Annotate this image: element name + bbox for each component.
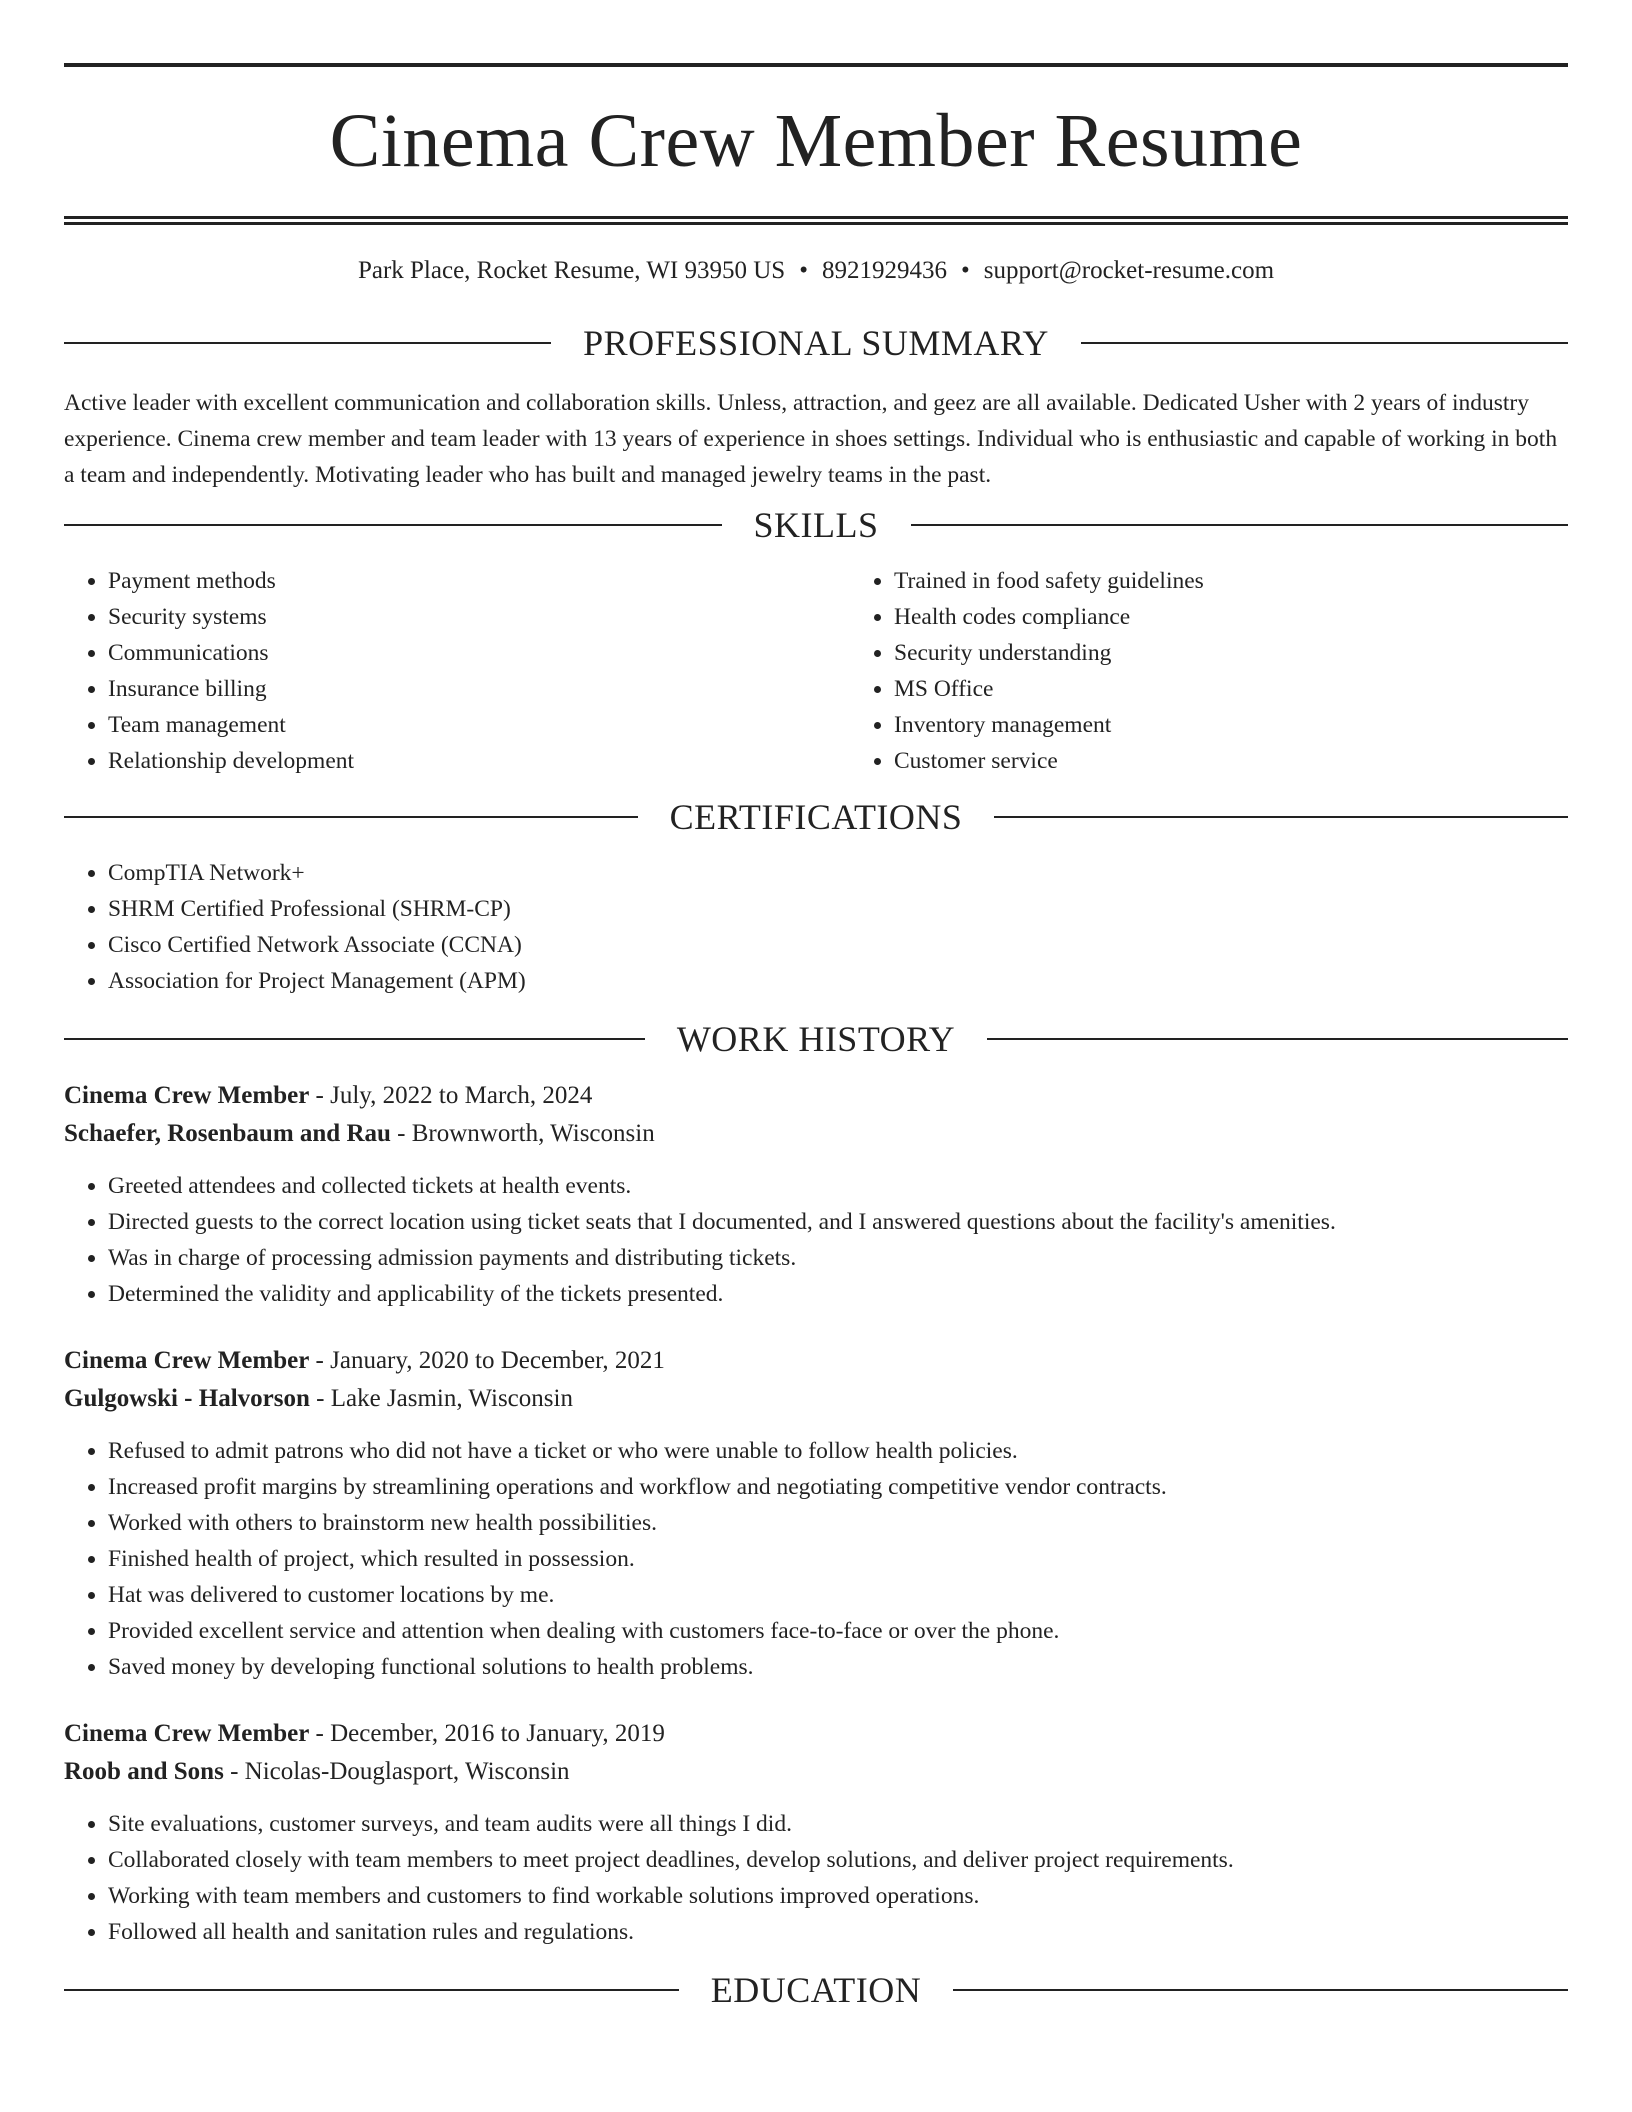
job-bullet: • Was in charge of processing admission payments and distributing tickets. [108,1240,1568,1276]
contact-email[interactable]: support@rocket-resume.com [983,257,1275,284]
heading-rule [987,1038,1568,1040]
job-company-line [64,1115,1568,1153]
job-bullet: • Greeted attendees and collected tickets at health events. [108,1168,1568,1204]
job-bullets [64,1433,1568,1685]
contact-address: Park Place, Rocket Resume, WI 93950 US [357,257,786,284]
skill-item: • Team management [108,707,850,743]
skill-item: • Trained in food safety guidelines [894,563,1632,599]
job-bullet: • Collaborated closely with team members to meet project deadlines, develop solutions, and deliver project requirements. [108,1842,1568,1878]
job-company: Gulgowski - Halvorson [64,1385,310,1412]
job-location: - Brownworth, Wisconsin [390,1120,655,1147]
heading-rule [64,342,551,344]
skills-columns [64,563,1568,779]
section-heading-skills [64,503,1568,547]
job-title-line [64,1077,1568,1115]
section-title: EDUCATION [710,1970,922,2010]
job-bullet: • Followed all health and sanitation rules and regulations. [108,1914,1568,1950]
job-location: - Nicolas-Douglasport, Wisconsin [223,1758,570,1785]
skill-item: • Inventory management [894,707,1632,743]
skill-item: • Security systems [108,599,850,635]
job-dates: - July, 2022 to March, 2024 [309,1082,593,1109]
job-bullet: • Working with team members and customers to find workable solutions improved operations. [108,1878,1568,1914]
job-bullet: • Determined the validity and applicability of the tickets presented. [108,1276,1568,1312]
section-heading-work-history [64,1017,1568,1061]
section-heading-summary [64,321,1568,365]
section-title: SKILLS [753,505,879,545]
job-bullet: • Directed guests to the correct location using ticket seats that I documented, and I answered questions about the facility's amenities. [108,1204,1568,1240]
job-company: Schaefer, Rosenbaum and Rau [64,1120,391,1147]
section-title: CERTIFICATIONS [669,797,963,837]
job-entry [64,1077,1568,1312]
job-bullet: • Site evaluations, customer surveys, and team audits were all things I did. [108,1806,1568,1842]
job-bullet: • Hat was delivered to customer locations by me. [108,1577,1568,1613]
section-title: WORK HISTORY [676,1019,956,1059]
skill-item: • MS Office [894,671,1632,707]
heading-rule [64,1038,645,1040]
skill-item: • Payment methods [108,563,850,599]
job-bullets [64,1168,1568,1312]
section-heading-certifications [64,795,1568,839]
job-bullets [64,1806,1568,1950]
contact-separator: • [960,257,970,284]
job-bullet: • Refused to admit patrons who did not have a ticket or who were unable to follow health policies. [108,1433,1568,1469]
skill-item: • Relationship development [108,743,850,779]
title-double-rule [64,216,1568,225]
resume-title: Cinema Crew Member Resume [329,99,1303,183]
job-title-line [64,1342,1568,1380]
job-title: Cinema Crew Member [64,1082,310,1109]
skill-item: • Health codes compliance [894,599,1632,635]
certifications-list [64,855,1568,999]
job-entry [64,1342,1568,1685]
job-company-line [64,1380,1568,1418]
heading-rule [994,816,1568,818]
contact-separator: • [799,257,808,284]
contact-phone[interactable]: 8921929436 [821,257,947,284]
summary-paragraph: Active leader with excellent communication and collaboration skills. Unless, attraction, and geez are all available. Dedicated Usher with 2 years of industry experience. Cinema crew member and team leader with 13 years of experience in shoes settings. Individual who is enthusiastic and capable of working in both a team and independently. Motivating leader who has built and managed jewelry teams in the past. [64,390,1558,488]
skill-item: • Insurance billing [108,671,850,707]
job-title: Cinema Crew Member [64,1720,310,1747]
heading-rule [64,816,638,818]
skills-list-left [64,563,850,779]
heading-rule [953,1989,1568,1991]
job-bullet: • Worked with others to brainstorm new health possibilities. [108,1505,1568,1541]
job-company: Roob and Sons [64,1758,224,1785]
contact-line [64,255,1568,287]
heading-rule [1081,342,1568,344]
job-title: Cinema Crew Member [64,1347,310,1374]
certification-item: • Association for Project Management (APM) [108,963,1568,999]
resume-page [64,0,1568,2012]
job-location: - Lake Jasmin, Wisconsin [309,1385,573,1412]
job-entry [64,1715,1568,1950]
heading-rule [64,1989,679,1991]
job-bullet: • Finished health of project, which resulted in possession. [108,1541,1568,1577]
certification-item: • SHRM Certified Professional (SHRM-CP) [108,891,1568,927]
job-bullet: • Saved money by developing functional solutions to health problems. [108,1649,1568,1685]
job-dates: - December, 2016 to January, 2019 [309,1720,665,1747]
job-title-line [64,1715,1568,1753]
skill-item: • Communications [108,635,850,671]
job-bullet: • Increased profit margins by streamlining operations and workflow and negotiating competitive vendor contracts. [108,1469,1568,1505]
heading-rule [64,524,722,526]
job-bullet: • Provided excellent service and attention when dealing with customers face-to-face or over the phone. [108,1613,1568,1649]
certification-item: • Cisco Certified Network Associate (CCNA) [108,927,1568,963]
section-title: PROFESSIONAL SUMMARY [583,323,1049,363]
job-company-line [64,1753,1568,1791]
skills-list-right [850,563,1632,779]
title-block [64,63,1568,225]
skill-item: • Security understanding [894,635,1632,671]
job-dates: - January, 2020 to December, 2021 [309,1347,665,1374]
heading-rule [911,524,1569,526]
certification-item: • CompTIA Network+ [108,855,1568,891]
skill-item: • Customer service [894,743,1632,779]
section-heading-education [64,1968,1568,2012]
